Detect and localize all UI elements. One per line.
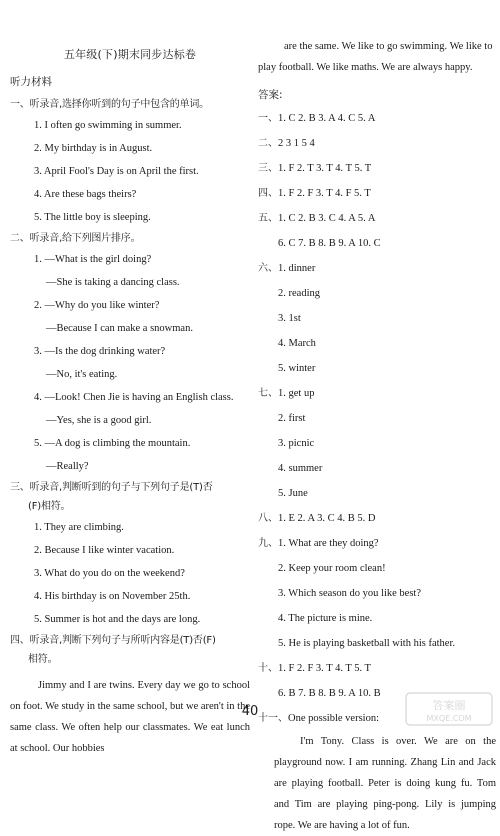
answer-7-item: 2. first [278, 413, 306, 424]
svg-text:MXQE.COM: MXQE.COM [426, 714, 472, 723]
answer-label: 十、 [258, 663, 278, 674]
answer-7-item: 4. summer [278, 463, 323, 474]
q2-line: —No, it's eating. [46, 369, 118, 380]
q3-item: 1. They are climbing. [34, 522, 124, 533]
q2-line: 1. —What is the girl doing? [34, 254, 152, 265]
svg-text:答案圈: 答案圈 [432, 699, 466, 712]
answer-label: 七、 [258, 388, 278, 399]
answer-1 [258, 106, 496, 131]
answer-text: 1. F 2. T 3. T 4. T 5. T [278, 163, 372, 174]
q3-item: 2. Because I like winter vacation. [34, 545, 175, 556]
q2-line: —Because I can make a snowman. [46, 323, 193, 334]
answer-text: 1. C 2. B 3. C 4. A 5. A [278, 213, 376, 224]
essay-paragraph: I'm Tony. Class is over. We are on the playground now. I am running. Zhang Lin and Jack are playing football. Peter is doing kung fu. Tom and Tim are playing ping-pong. Lily is jumping rope. We are having a lot of fun. [274, 736, 496, 831]
answer-9-item: 4. The picture is mine. [278, 613, 373, 624]
answer-text: 1. F 2. F 3. T 4. T 5. T [278, 663, 371, 674]
q3-item: 5. Summer is hot and the days are long. [34, 614, 201, 625]
answer-8 [258, 506, 496, 531]
q3-heading: 三、听录音,判断听到的句子与下列句子是(T)否 [10, 482, 213, 493]
q4-paragraph: Jimmy and I are twins. Every day we go to school on foot. We study in the same school, but we aren't in the same class. We often help our classmates. We eat lunch at school. Our hobbies [10, 680, 250, 754]
answer-9-item: 5. He is playing basketball with his father. [278, 638, 456, 649]
answer-6 [258, 256, 496, 281]
page-title: 五年级(下)期末同步达标卷 [63, 48, 197, 61]
answer-label: 十一、 [258, 713, 288, 724]
q1-item: 3. April Fool's Day is on April the first. [34, 166, 199, 177]
answer-7 [258, 381, 496, 406]
q3-item: 4. His birthday is on November 25th. [34, 591, 191, 602]
q2-line: 4. —Look! Chen Jie is having an English class. [34, 392, 234, 403]
q1-heading: 一、听录音,选择你听到的句子中包含的单词。 [10, 99, 209, 110]
answer-4 [258, 181, 496, 206]
q1-item: 4. Are these bags theirs? [34, 189, 137, 200]
answer-text: 2 3 1 5 4 [278, 138, 315, 149]
answer-label: 二、 [258, 138, 278, 149]
q2-line: —She is taking a dancing class. [46, 277, 180, 288]
answer-label: 一、 [258, 113, 278, 124]
q4-heading: 四、听录音,判断下列句子与所听内容是(T)否(F) [10, 635, 216, 646]
q1-item: 5. The little boy is sleeping. [34, 212, 151, 223]
answer-text: 1. What are they doing? [278, 538, 379, 549]
answer-label: 五、 [258, 213, 278, 224]
q2-line: 5. —A dog is climbing the mountain. [34, 438, 191, 449]
answer-label: 六、 [258, 263, 278, 274]
page-number: 40 [241, 704, 259, 719]
passage-cont-line: play football. We like maths. We are always happy. [258, 62, 473, 73]
answer-9-item: 3. Which season do you like best? [278, 588, 421, 599]
answer-6-item: 3. 1st [278, 313, 301, 324]
answer-6-item: 4. March [278, 338, 316, 349]
answer-6-item: 2. reading [278, 288, 320, 299]
answer-7-item: 5. June [278, 488, 308, 499]
q4-heading-cont: 相符。 [28, 654, 58, 665]
answer-6-item: 5. winter [278, 363, 316, 374]
left-column [10, 38, 250, 759]
q3-heading-cont: (F)相符。 [28, 501, 71, 512]
q2-line: 2. —Why do you like winter? [34, 300, 160, 311]
answer-3 [258, 156, 496, 181]
answer-text: One possible version: [288, 713, 379, 724]
answer-text: 1. F 2. F 3. T 4. F 5. T [278, 188, 371, 199]
answer-2 [258, 131, 496, 156]
section-title: 听力材料 [10, 76, 52, 88]
answer-label: 三、 [258, 163, 278, 174]
q2-line: —Yes, she is a good girl. [46, 415, 152, 426]
watermark-logo [404, 689, 494, 729]
answer-text: 1. C 2. B 3. A 4. C 5. A [278, 113, 376, 124]
q1-item: 1. I often go swimming in summer. [34, 120, 182, 131]
q3-item: 3. What do you do on the weekend? [34, 568, 185, 579]
passage-cont-line: are the same. We like to go swimming. We like to [284, 41, 493, 52]
answer-text: 1. dinner [278, 263, 316, 274]
answer-text: 1. get up [278, 388, 315, 399]
answer-5 [258, 206, 496, 231]
answers-label: 答案: [258, 89, 283, 101]
q2-line: —Really? [46, 461, 89, 472]
q2-line: 3. —Is the dog drinking water? [34, 346, 166, 357]
q1-item: 2. My birthday is in August. [34, 143, 153, 154]
q2-heading: 二、听录音,给下列图片排序。 [10, 233, 141, 244]
answer-10 [258, 656, 496, 681]
answer-9 [258, 531, 496, 556]
answer-label: 四、 [258, 188, 278, 199]
answer-label: 九、 [258, 538, 278, 549]
answer-9-item: 2. Keep your room clean! [278, 563, 386, 574]
answer-7-item: 3. picnic [278, 438, 315, 449]
answer-text: 1. E 2. A 3. C 4. B 5. D [278, 513, 376, 524]
answer-label: 八、 [258, 513, 278, 524]
answer-5-cont: 6. C 7. B 8. B 9. A 10. C [278, 238, 381, 249]
answer-10-cont: 6. B 7. B 8. B 9. A 10. B [278, 688, 381, 699]
